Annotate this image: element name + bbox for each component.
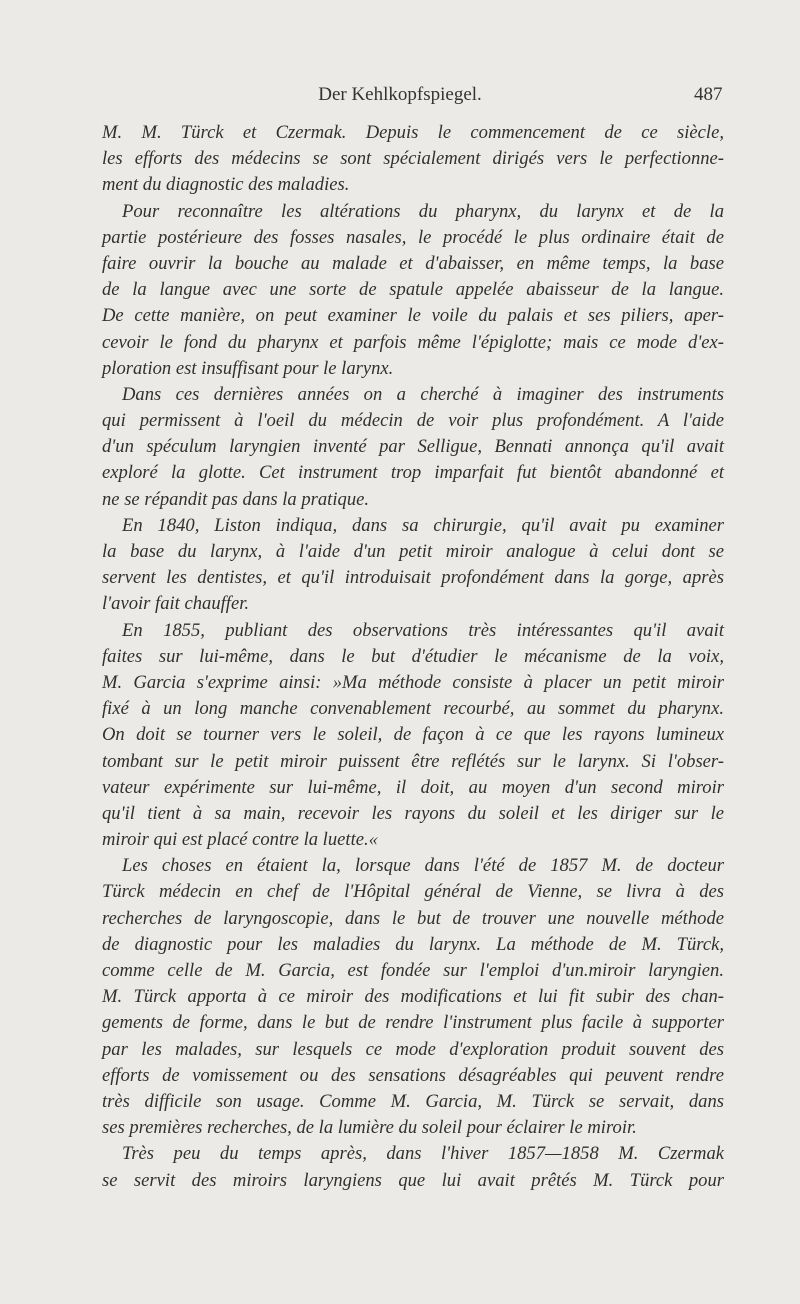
text-line: fixé à un long manche convenablement recourbé, au sommet du pharynx. — [102, 698, 724, 720]
text-line: qui permissent à l'oeil du médecin de voir plus profondément. A l'aide — [102, 410, 724, 432]
text-line: la base du larynx, à l'aide d'un petit miroir analogue à celui dont se — [102, 541, 724, 562]
running-title: Der Kehlkopfspiegel. — [318, 84, 482, 105]
text-line: comme celle de M. Garcia, est fondée sur l'emploi d'un.miroir laryngien. — [102, 960, 724, 981]
text-line: miroir qui est placé contre la luette.« — [102, 829, 378, 851]
text-line: Dans ces dernières années on a cherché à imaginer des instruments — [122, 383, 724, 405]
text-line: M. Garcia s'exprime ainsi: »Ma méthode consiste à placer un petit miroir — [102, 671, 724, 693]
text-line: par les malades, sur lesquels ce mode d'exploration produit souvent des — [102, 1038, 724, 1060]
text-line: On doit se tourner vers le soleil, de façon à ce que les rayons lumineux — [102, 724, 724, 746]
text-line: cevoir le fond du pharynx et parfois même l'épiglotte; mais ce mode d'ex- — [102, 331, 724, 353]
text-line: Très peu du temps après, dans l'hiver 1857—1858 M. Czermak — [122, 1143, 724, 1165]
text-line: de diagnostic pour les maladies du larynx. La méthode de M. Türck, — [102, 933, 724, 955]
text-line: De cette manière, on peut examiner le voile du palais et ses piliers, aper- — [102, 305, 724, 327]
text-line: se servit des miroirs laryngiens que lui avait prêtés M. Türck pour — [102, 1169, 724, 1191]
text-line: ses premières recherches, de la lumière du soleil pour éclairer le miroir. — [102, 1117, 637, 1139]
text-line: qu'il tient à sa main, recevoir les rayons du soleil et les diriger sur le — [102, 802, 724, 824]
text-line: Türck médecin en chef de l'Hôpital général de Vienne, se livra à des — [102, 881, 724, 903]
text-line: très difficile son usage. Comme M. Garcia, M. Türck se servait, dans — [102, 1090, 724, 1112]
text-line: En 1840, Liston indiqua, dans sa chirurgie, qu'il avait pu examiner — [122, 514, 724, 536]
text-line: efforts de vomissement ou des sensations désagréables qui peuvent rendre — [102, 1064, 724, 1086]
text-line: faites sur lui-même, dans le but d'étudier le mécanisme de la voix, — [102, 645, 724, 667]
text-line: vateur expérimente sur lui-même, il doit, au moyen d'un second miroir — [102, 776, 724, 798]
text-line: ploration est insuffisant pour le larynx. — [102, 357, 394, 379]
text-line: gements de forme, dans le but de rendre l'instrument plus facile à supporter — [102, 1012, 724, 1034]
page-number: 487 — [694, 84, 723, 105]
text-line: faire ouvrir la bouche au malade et d'abaisser, en même temps, la base — [102, 252, 724, 274]
text-line: M. Türck apporta à ce miroir des modifications et lui fit subir des chan- — [102, 986, 724, 1008]
body-text — [102, 120, 724, 1194]
text-line: de la langue avec une sorte de spatule appelée abaisseur de la langue. — [102, 279, 724, 301]
text-line: En 1855, publiant des observations très intéressantes qu'il avait — [122, 619, 724, 641]
text-line: servent les dentistes, et qu'il introduisait profondément dans la gorge, après — [102, 567, 724, 589]
text-line: l'avoir fait chauffer. — [102, 593, 250, 615]
running-header — [0, 82, 800, 114]
text-line: les efforts des médecins se sont spécialement dirigés vers le perfectionne- — [102, 148, 724, 170]
text-line: d'un spéculum laryngien inventé par Selligue, Bennati annonça qu'il avait — [102, 436, 724, 458]
text-line: ne se répandit pas dans la pratique. — [102, 488, 370, 510]
text-line: partie postérieure des fosses nasales, le procédé le plus ordinaire était de — [102, 226, 724, 248]
text-line: recherches de laryngoscopie, dans le but de trouver une nouvelle méthode — [102, 907, 724, 929]
text-line: ment du diagnostic des maladies. — [102, 174, 350, 196]
text-line: exploré la glotte. Cet instrument trop imparfait fut bientôt abandonné et — [102, 462, 724, 484]
text-line: tombant sur le petit miroir puissent être reflétés sur le larynx. Si l'obser- — [102, 750, 724, 772]
text-line: Pour reconnaître les altérations du pharynx, du larynx et de la — [122, 200, 724, 222]
text-line: Les choses en étaient la, lorsque dans l'été de 1857 M. de docteur — [122, 855, 724, 877]
text-line: M. M. Türck et Czermak. Depuis le commencement de ce siècle, — [102, 122, 724, 143]
